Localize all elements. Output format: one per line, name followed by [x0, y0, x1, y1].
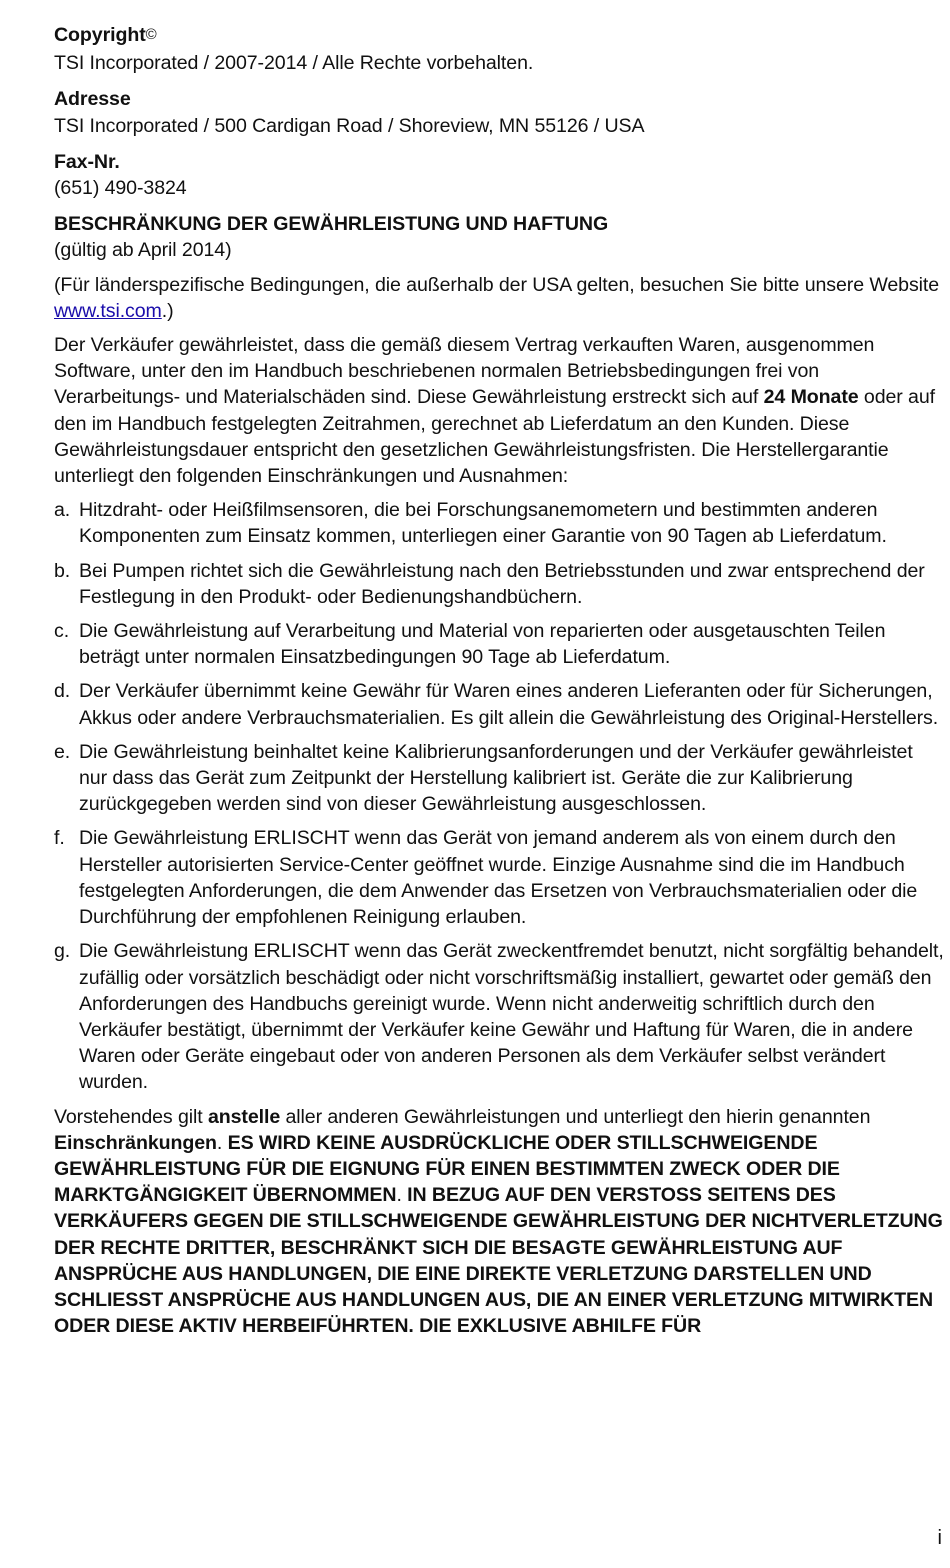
list-marker: d.: [54, 680, 71, 703]
list-item-text: Die Gewährleistung auf Verarbeitung und Material von reparierten oder ausgetauschten Teilen beträgt unter normalen Einsatzbedingungen 90 Tage ab Lieferdatum.: [79, 620, 886, 669]
warranty-intro: (Für länderspezifische Bedingungen, die außerhalb der USA gelten, besuchen Sie bitte unsere Website www.tsi.com.): [54, 273, 940, 322]
warranty-section: [54, 211, 946, 1339]
fax-text: (651) 490-3824: [54, 177, 187, 200]
website-link[interactable]: www.tsi.com: [54, 299, 162, 322]
copyright-section: [54, 22, 946, 76]
list-item-text: Der Verkäufer übernimmt keine Gewähr für Waren eines anderen Lieferanten oder für Sicherungen, Akkus oder andere Verbrauchsmaterialien. Es gilt allein die Gewährleistung des Original-Herstellers.: [79, 680, 939, 729]
list-item: [54, 678, 946, 730]
list-marker: a.: [54, 499, 71, 522]
warranty-closing: Vorstehendes gilt anstelle aller anderen Gewährleistungen und unterliegt den hierin genannten Einschränkungen. ES WIRD KEINE AUSDRÜCKLICHE ODER STILLSCHWEIGENDE GEWÄHRLEISTUNG FÜR DIE EIGNUNG FÜR EINEN BESTIMMTEN ZWECK ODER DIE MARKTGÄNGIGKEIT ÜBERNOMMEN. IN BEZUG AUF DEN VERSTOSS SEITENS DES VERKÄUFERS GEGEN DIE STILLSCHWEIGENDE GEWÄHRLEISTUNG DER NICHTVERLETZUNG DER RECHTE DRITTER, BESCHRÄNKT SICH DIE BESAGTE GEWÄHRLEISTUNG AUF ANSPRÜCHE AUS HANDLUNGEN, DIE EINE DIREKTE VERLETZUNG DARSTELLEN UND SCHLIESST ANSPRÜCHE AUS HANDLUNGEN AUS, DIE AN EINER VERLETZUNG MITWIRKTEN ODER DIESE AKTIV HERBEIFÜHRTEN. DIE EXKLUSIVE ABHILFE FÜR: [54, 1105, 943, 1338]
copyright-text: TSI Incorporated / 2007-2014 / Alle Rechte vorbehalten.: [54, 52, 534, 75]
list-item: [54, 938, 946, 1095]
document-page: [54, 22, 946, 1339]
list-item-text: Die Gewährleistung ERLISCHT wenn das Gerät zweckentfremdet benutzt, nicht sorgfältig behandelt, zufällig oder vorsätzlich beschädigt oder nicht vorschriftsmäßig installiert, gewartet oder gemäß den Anforderungen des Handbuchs gereinigt wurde. Wenn nicht anderweitig schriftlich durch den Verkäufer bestätigt, übernimmt der Verkäufer keine Gewähr und Haftung für Waren, die in andere Waren oder Geräte eingebaut oder von anderen Personen als dem Verkäufer selbst verändert wurden.: [79, 940, 944, 1094]
list-marker: c.: [54, 620, 70, 643]
list-item: [54, 739, 946, 818]
list-item: [54, 825, 946, 930]
list-item: [54, 497, 946, 549]
list-marker: g.: [54, 940, 71, 963]
exceptions-list: [54, 497, 946, 1095]
list-item: [54, 618, 946, 670]
address-heading: Adresse: [54, 88, 131, 111]
list-marker: b.: [54, 559, 71, 582]
fax-section: [54, 149, 946, 201]
copyright-symbol: ©: [145, 26, 157, 43]
page-number: i: [937, 1527, 942, 1549]
address-text: TSI Incorporated / 500 Cardigan Road / Shoreview, MN 55126 / USA: [54, 114, 645, 137]
list-item-text: Die Gewährleistung beinhaltet keine Kalibrierungsanforderungen und der Verkäufer gewährleistet nur dass das Gerät zum Zeitpunkt der Herstellung kalibriert ist. Geräte die zur Kalibrierung zurückgegeben werden sind von dieser Gewährleistung ausgeschlossen.: [79, 740, 913, 816]
list-item: [54, 558, 946, 610]
list-item-text: Hitzdraht- oder Heißfilmsensoren, die bei Forschungsanemometern und bestimmten anderen Komponenten zum Einsatz kommen, unterliegen einer Garantie von 90 Tagen ab Lieferdatum.: [79, 499, 887, 548]
list-marker: f.: [54, 827, 65, 850]
list-item-text: Bei Pumpen richtet sich die Gewährleistung nach den Betriebsstunden und zwar entsprechend der Festlegung in den Produkt- oder Bedienungshandbüchern.: [79, 559, 925, 608]
copyright-heading: Copyright: [54, 24, 146, 46]
list-marker: e.: [54, 740, 71, 763]
list-item-text: Die Gewährleistung ERLISCHT wenn das Gerät von jemand anderem als von einem durch den Hersteller autorisierten Service-Center geöffnet wurde. Einzige Ausnahme sind die im Handbuch festgelegten Anforderungen, die dem Anwender das Ersetzen von Verbrauchsmaterialien oder die Durchführung der empfohlenen Reinigung erlauben.: [79, 827, 918, 929]
warranty-valid-date: (gültig ab April 2014): [54, 239, 232, 262]
warranty-paragraph: Der Verkäufer gewährleistet, dass die gemäß diesem Vertrag verkauften Waren, ausgenommen Software, unter den im Handbuch beschriebenen normalen Betriebsbedingungen frei von Verarbeitungs- und Materialschäden sind. Diese Gewährleistung erstreckt sich auf 24 Monate oder auf den im Handbuch festgelegten Zeitrahmen, gerechnet ab Lieferdatum an den Kunden. Diese Gewährleistungsdauer entspricht den gesetzlichen Gewährleistungsfristen. Die Herstellergarantie unterliegt den folgenden Einschränkungen und Ausnahmen:: [54, 334, 935, 488]
warranty-heading: BESCHRÄNKUNG DER GEWÄHRLEISTUNG UND HAFTUNG: [54, 213, 609, 236]
warranty-duration: 24 Monate: [763, 386, 859, 409]
address-section: [54, 86, 946, 138]
fax-heading: Fax-Nr.: [54, 150, 120, 173]
